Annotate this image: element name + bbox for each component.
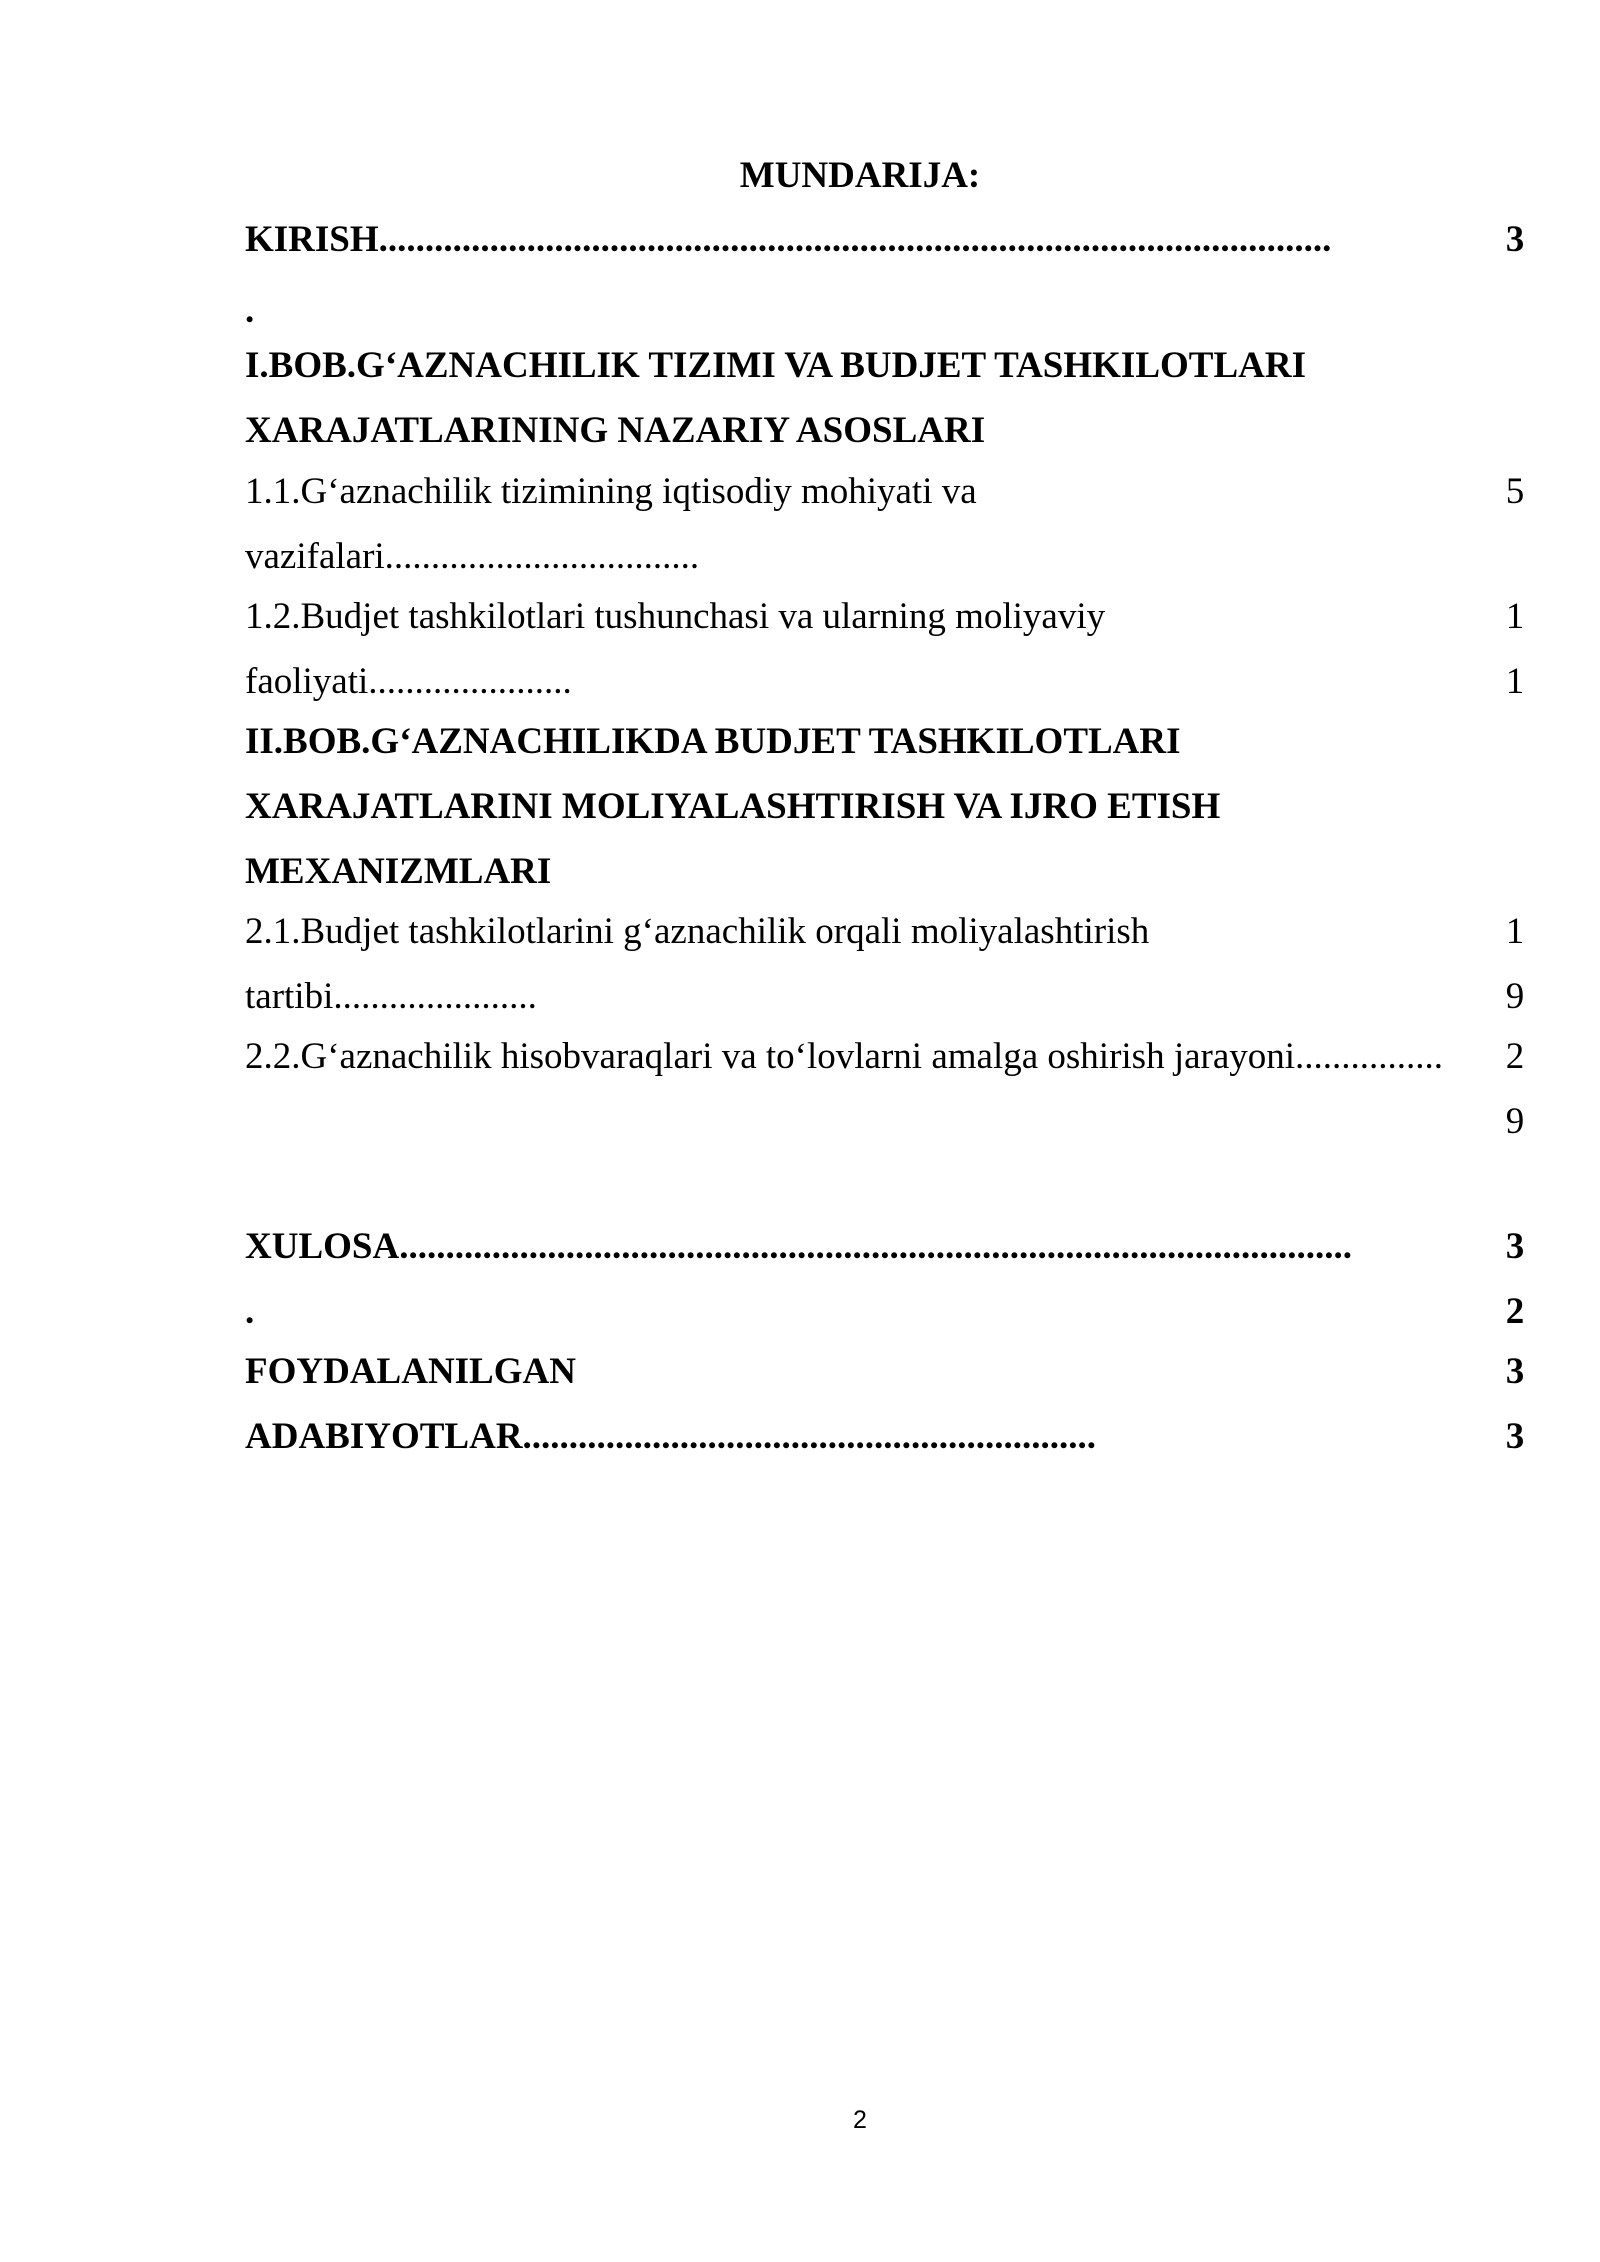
- toc-entry-2-1-line1: 2.1.Budjet tashkilotlarini g‘aznachilik orqali moliyalashtirish: [245, 911, 1150, 952]
- toc-entry-kirish: KIRISH.......................................................................................................: [245, 219, 1332, 260]
- page-number: 2: [853, 2106, 867, 2134]
- toc-entry-xulosa: XULOSA.......................................................................................................: [245, 1226, 1352, 1267]
- toc-page-references-a: 3: [1505, 1351, 1525, 1392]
- toc-page-1-1: 5: [1505, 471, 1525, 512]
- toc-chapter2-heading-line3: MEXANIZMLARI: [245, 851, 552, 892]
- toc-page-kirish: 3: [1505, 219, 1525, 260]
- toc-entry-xulosa-dot: .: [245, 1291, 255, 1332]
- toc-entry-2-2: 2.2.G‘aznachilik hisobvaraqlari va to‘lovlarni amalga oshirish jarayoni................: [245, 1036, 1444, 1077]
- toc-entry-1-2-line2: faoliyati......................: [245, 661, 572, 702]
- toc-page-2-1-a: 1: [1505, 911, 1525, 952]
- toc-page-1-2-b: 1: [1505, 661, 1525, 702]
- toc-chapter2-heading-line2: XARAJATLARINI MOLIYALASHTIRISH VA IJRO ETISH: [245, 786, 1221, 827]
- toc-page-2-2-a: 2: [1505, 1036, 1525, 1077]
- toc-title: MUNDARIJA:: [739, 155, 981, 196]
- toc-entry-kirish-dot: .: [245, 290, 255, 331]
- toc-entry-references-line2: ADABIYOTLAR..............................................................: [245, 1416, 1097, 1457]
- toc-chapter1-heading-line1: I.BOB.G‘AZNACHILIK TIZIMI VA BUDJET TASHKILOTLARI: [245, 345, 1306, 386]
- toc-chapter1-heading-line2: XARAJATLARINING NAZARIY ASOSLARI: [245, 410, 986, 451]
- toc-entry-1-2-line1: 1.2.Budjet tashkilotlari tushunchasi va ularning moliyaviy: [245, 596, 1106, 637]
- toc-page-1-2-a: 1: [1505, 596, 1525, 637]
- toc-entry-2-1-line2: tartibi......................: [245, 976, 537, 1017]
- toc-page-references-b: 3: [1505, 1416, 1525, 1457]
- toc-entry-1-1-line1: 1.1.G‘aznachilik tizimining iqtisodiy mohiyati va: [245, 471, 977, 512]
- toc-entry-references-line1: FOYDALANILGAN: [245, 1351, 576, 1392]
- toc-page-xulosa-a: 3: [1505, 1226, 1525, 1267]
- toc-page-2-2-b: 9: [1505, 1101, 1525, 1142]
- toc-page-xulosa-b: 2: [1505, 1291, 1525, 1332]
- toc-chapter2-heading-line1: II.BOB.G‘AZNACHILIKDA BUDJET TASHKILOTLARI: [245, 721, 1181, 762]
- toc-page-2-1-b: 9: [1505, 976, 1525, 1017]
- toc-entry-1-1-line2: vazifalari..................................: [245, 536, 700, 577]
